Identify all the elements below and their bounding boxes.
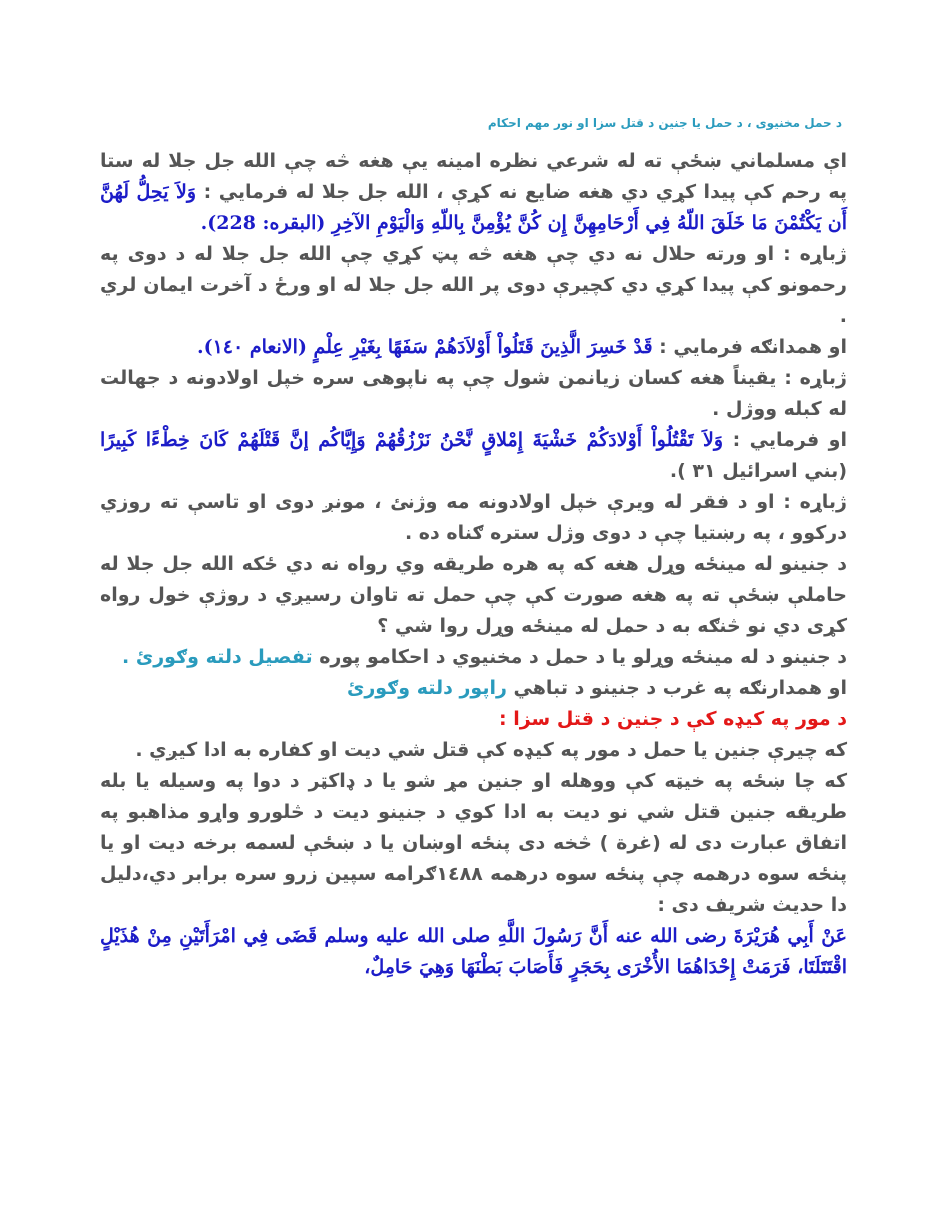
- body-text: د جنينو د له مينځه وړلو يا د حمل د مخنيوي د احکامو پوره: [319, 646, 847, 668]
- paragraph: که چا ښځه په خيټه کې ووهله او جنين مړ شو يا د ډاکټر د دوا په وسيله يا بله طريقه جنين قتل شي نو ديت به ادا کوي د جنينو ديت د څلورو واړو مذاهبو په اتفاق عبارت دی له (غرة ) څخه دی پنځه اوښان يا د ښځې لسمه برخه ديت او يا پنځه سوه درهمه چې پنځه سوه درهمه ١٤٨٨ګرامه سپين زرو سره برابر دي،دليل دا حديث شريف دی :: [100, 770, 847, 916]
- paragraph: د جنينو له مينځه وړل هغه که په هره طريقه وي رواه نه دي ځکه الله جل جلا له حاملې ښځې ته په هغه صورت کې چې حمل ته تاوان رسيږي د روژې خول رواه کړی دي نو څنګه به د حمل له مينځه وړل روا شي ؟: [100, 553, 847, 637]
- paragraph: [100, 425, 847, 487]
- translation-paragraph: ژباړه : يقيناً هغه کسان زيانمن شول چې په ناپوهی سره خپل اولادونه د جهالت له کبله ووژل .: [100, 367, 847, 420]
- paragraph: [100, 146, 847, 239]
- link-period: .: [121, 646, 130, 668]
- translation-paragraph: ژباړه : او د فقر له ويرې خپل اولادونه مه وژنئ ، مونږ دوی او تاسې ته روزي درکوو ، په رښتيا چې د دوی وژل ستره ګناه ده .: [100, 491, 847, 544]
- paragraph: [100, 332, 847, 363]
- body-text: او همدارنګه په غرب د جنينو د تباهي: [513, 677, 847, 699]
- quran-verse: وَلاَ يَحِلُّ لَهُنَّ أَن يَكْتُمْنَ مَا خَلَقَ اللّهُ فِي أَرْحَامِهِنَّ إِن كُنَّ يُؤْمِنَّ بِاللّهِ وَالْيَوْمِ الآخِرِ (البقره: 228).: [100, 181, 847, 234]
- paragraph: [100, 673, 847, 704]
- body-text: اې مسلماني ښځې ته له شرعي نظره امينه يې هغه څه چې الله جل جلا له ستا په رحم کې پيدا کړي دي هغه ضايع نه کړې ، الله جل جلا له فرمايي :: [100, 150, 847, 203]
- quran-verse: وَلاَ تَقْتُلُواْ أَوْلادَكُمْ خَشْيَةَ إِمْلاقٍ نَّحْنُ نَرْزُقُهُمْ وَإِيَّاكُم إنَّ قَتْلَهُمْ كَانَ خِطْءًا كَبِيرًا: [100, 429, 724, 451]
- quran-verse: قَدْ خَسِرَ الَّذِينَ قَتَلُواْ أَوْلاَدَهُمْ سَفَهًا بِغَيْرِ عِلْمٍ (الانعام ١٤٠).: [196, 336, 653, 358]
- body-text: او فرمايي :: [732, 429, 847, 451]
- page-header: د حمل مخنیوی ، د حمل یا جنین د قتل سزا او نور مهم احکام: [487, 116, 842, 130]
- body-text: او همدانګه فرمايي :: [659, 336, 847, 358]
- article-body: [100, 146, 847, 983]
- section-heading: د مور په کيډه کې د جنين د قتل سزا :: [498, 708, 847, 730]
- paragraph: [100, 642, 847, 673]
- hadith-text: عَنْ أَبِي هُرَيْرَةَ رضی الله عنه أَنَّ رَسُولَ اللَّهِ صلى الله عليه وسلم قَضَى فِي امْرَأَتَيْنِ مِنْ هُذَيْلٍ اقْتَتَلَتَا، فَرَمَتْ إِحْدَاهُمَا الأُخْرَى بِحَجَرٍ فَأَصَابَ بَطْنَهَا وَهِيَ حَامِلٌ،: [100, 925, 847, 978]
- paragraph: که چيرې جنين يا حمل د مور په کيډه کې قتل شي ديت او کفاره به ادا کيږي .: [135, 739, 847, 761]
- verse-reference: (بني اسرائيل ٣١ ).: [669, 460, 847, 482]
- details-link[interactable]: تفصيل دلته وګورئ: [135, 646, 313, 668]
- report-link[interactable]: راپور دلته وګورئ: [346, 677, 507, 699]
- translation-paragraph: ژباړه : او ورته حلال نه دي چې هغه څه پټ کړي چې الله جل جلا له د دوی په رحمونو کې پيدا کړي دي کچيرې دوی پر الله جل جلا له او ورځ د آخرت ايمان لري .: [100, 243, 847, 327]
